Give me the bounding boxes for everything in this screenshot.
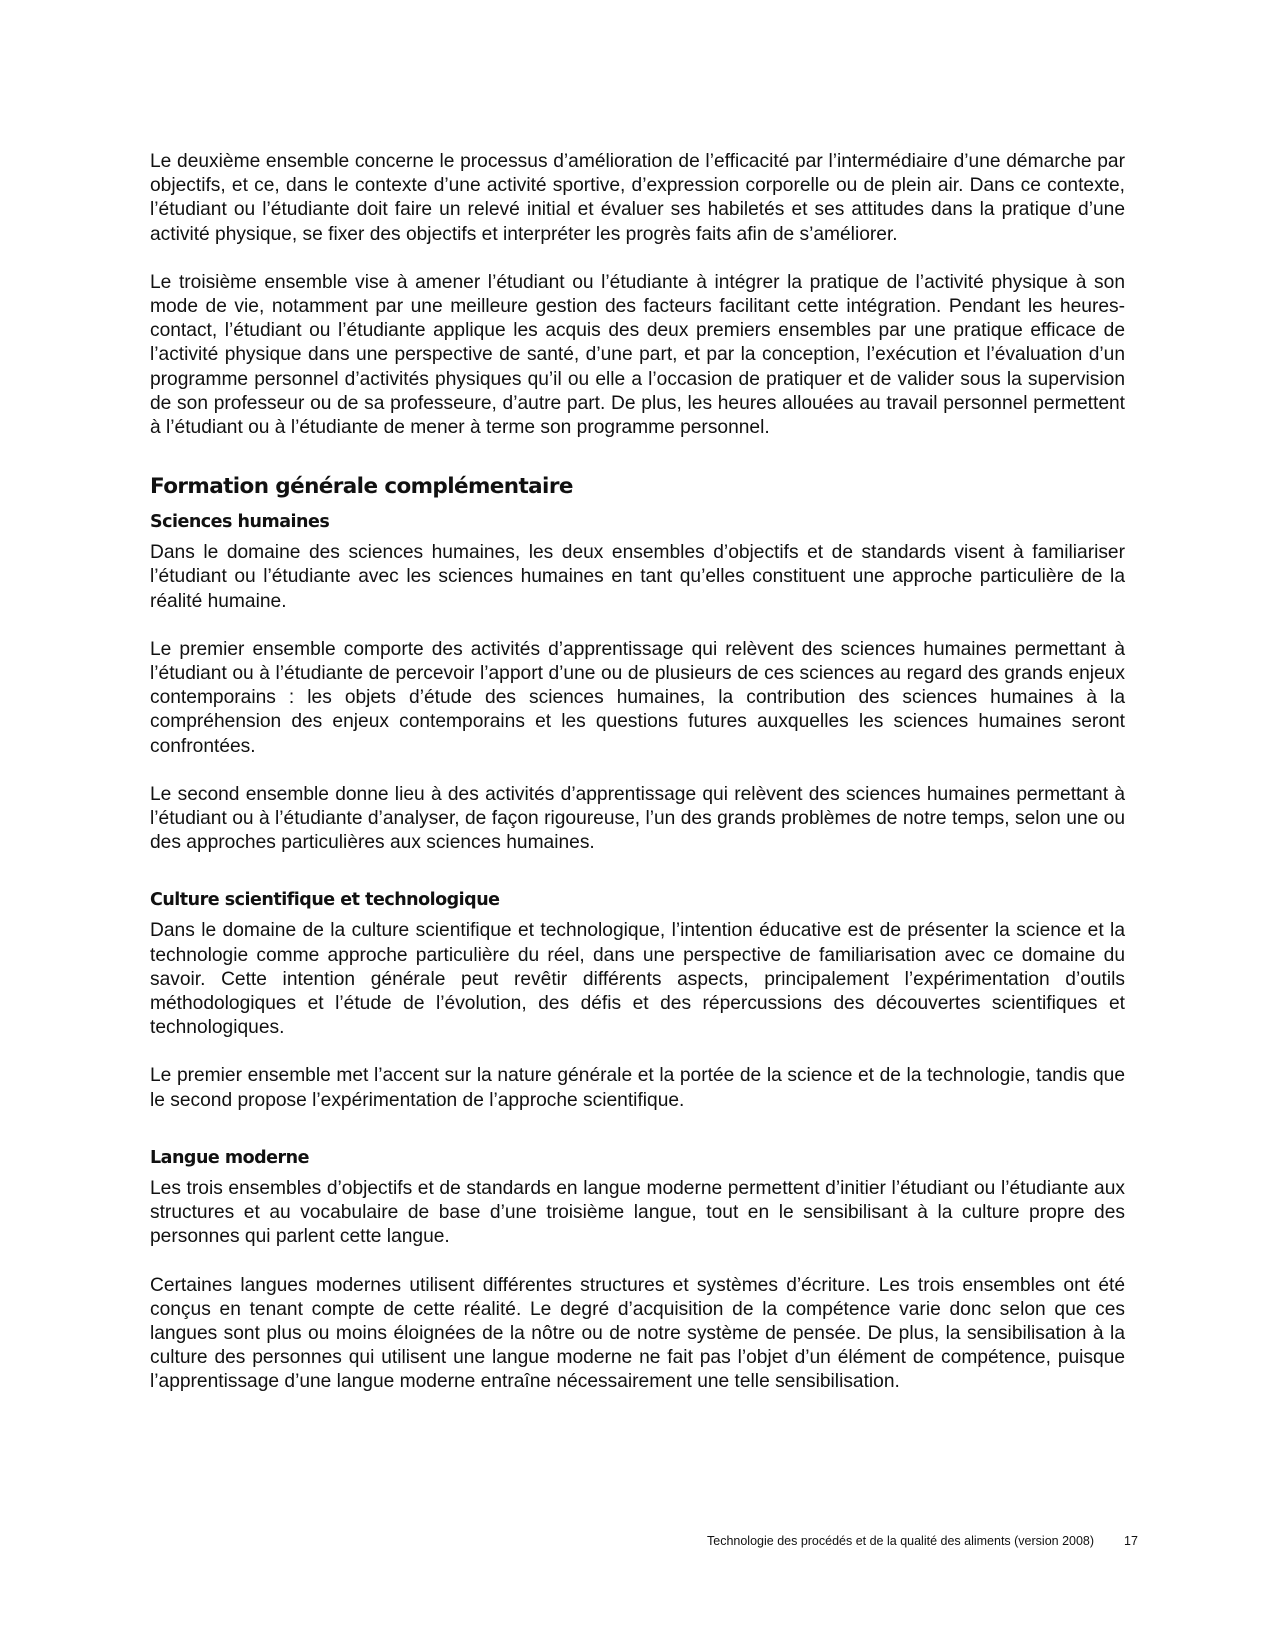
page-body bbox=[150, 150, 1125, 1395]
footer-document-title: Technologie des procédés et de la qualité des aliments (version 2008) bbox=[707, 1534, 1095, 1548]
paragraph-sciences-humaines-intro: Dans le domaine des sciences humaines, les deux ensembles d’objectifs et de standards visent à familiariser l’étudiant ou l’étudiante avec les sciences humaines en tant qu’elles constituent une approche particulière de la réalité humaine. bbox=[150, 542, 1125, 612]
paragraph-troisieme-ensemble: Le troisième ensemble vise à amener l’étudiant ou l’étudiante à intégrer la pratique de l’activité physique à son mode de vie, notamment par une meilleure gestion des facteurs facilitant cette intégration. Pendant les heures-contact, l’étudiant ou l’étudiante applique les acquis des deux premiers ensembles par une pratique efficace de l’activité physique dans une perspective de santé, d’une part, et par la conception, l’exécution et l’évaluation d’un programme personnel d’activités physiques qu’il ou elle a l’occasion de pratiquer et de valider sous la supervision de son professeur ou de sa professeure, d’autre part. De plus, les heures allouées au travail personnel permettent à l’étudiant ou à l’étudiante de mener à terme son programme personnel. bbox=[150, 271, 1125, 439]
paragraph-langue-moderne-intro: Les trois ensembles d’objectifs et de standards en langue moderne permettent d’initier l’étudiant ou l’étudiante aux structures et au vocabulaire de base d’une troisième langue, tout en le sensibilisant à la culture propre des personnes qui parlent cette langue. bbox=[150, 1177, 1125, 1248]
paragraph-culture-scientifique-premier: Le premier ensemble met l’accent sur la nature générale et la portée de la science et de la technologie, tandis que le second propose l’expérimentation de l’approche scientifique. bbox=[150, 1065, 1125, 1111]
paragraph-langue-moderne-structures: Certaines langues modernes utilisent différentes structures et systèmes d’écriture. Les trois ensembles ont été conçus en tenant compte de cette réalité. Le degré d’acquisition de la compétence varie donc selon que ces langues sont plus ou moins éloignées de la nôtre ou de notre système de pensée. De plus, la sensibilisation à la culture des personnes qui utilisent une langue moderne ne fait pas l’objet d’un élément de compétence, puisque l’apprentissage d’une langue moderne entraîne nécessairement une telle sensibilisation. bbox=[150, 1274, 1125, 1393]
paragraph-deuxieme-ensemble: Le deuxième ensemble concerne le processus d’amélioration de l’efficacité par l’intermédiaire d’une démarche par objectifs, et ce, dans le contexte d’une activité sportive, d’expression corporelle ou de plein air. Dans ce contexte, l’étudiant ou l’étudiante doit faire un relevé initial et évaluer ses habiletés et ses attitudes dans la pratique d’une activité physique, se fixer des objectifs et interpréter les progrès faits afin de s’améliorer. bbox=[150, 151, 1125, 245]
paragraph-sciences-humaines-premier: Le premier ensemble comporte des activités d’apprentissage qui relèvent des sciences humaines permettant à l’étudiant ou à l’étudiante de percevoir l’apport d’une ou de plusieurs de ces sciences au regard des grands enjeux contemporains : les objets d’étude des sciences humaines, la contribution des sciences humaines à la compréhension des enjeux contemporains et les questions futures auxquelles les sciences humaines seront confrontées. bbox=[150, 638, 1125, 757]
paragraph-sciences-humaines-second: Le second ensemble donne lieu à des activités d’apprentissage qui relèvent des sciences humaines permettant à l’étudiant ou à l’étudiante d’analyser, de façon rigoureuse, l’un des grands problèmes de notre temps, selon une ou des approches particulières aux sciences humaines. bbox=[150, 783, 1125, 854]
subheading-sciences-humaines: Sciences humaines bbox=[150, 512, 330, 533]
subheading-langue-moderne: Langue moderne bbox=[150, 1147, 309, 1168]
footer-page-number: 17 bbox=[1124, 1534, 1138, 1548]
section-heading-formation-generale: Formation générale complémentaire bbox=[150, 474, 573, 500]
paragraph-culture-scientifique-intro: Dans le domaine de la culture scientifique et technologique, l’intention éducative est de présenter la science et la technologie comme approche particulière du réel, dans une perspective de familiarisation avec ce domaine du savoir. Cette intention générale peut revêtir différents aspects, principalement l’expérimentation d’outils méthodologiques et l’étude de l’évolution, des défis et des répercussions des découvertes scientifiques et technologiques. bbox=[150, 920, 1125, 1039]
subheading-culture-scientifique: Culture scientifique et technologique bbox=[150, 890, 500, 911]
